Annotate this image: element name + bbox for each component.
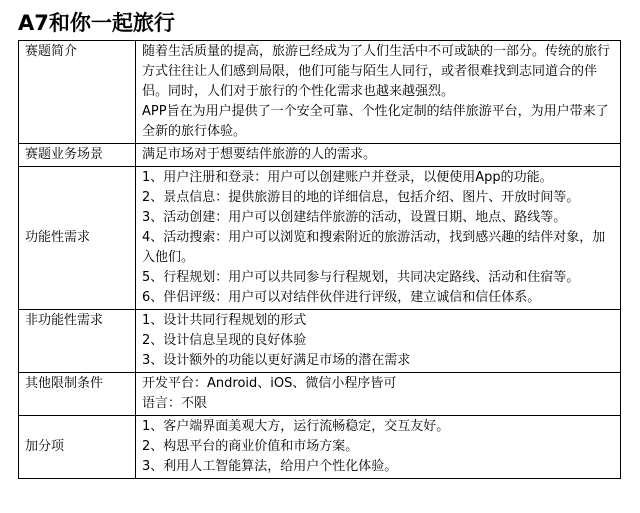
content-paragraph: APP旨在为用户提供了一个安全可靠、个性化定制的结伴旅游平台，为用户带来了全新的旅行体验。 [142, 104, 609, 139]
list-item: 4、活动搜索：用户可以浏览和搜索附近的旅游活动，找到感兴趣的结伴对象，加入他们。 [142, 230, 606, 265]
row-content [136, 144, 621, 167]
list-item: 3、利用人工智能算法，给用户个性化体验。 [142, 459, 398, 474]
table-row-bonus [19, 416, 621, 479]
list-item: 2、景点信息：提供旅游目的地的详细信息，包括介绍、图片、开放时间等。 [142, 190, 580, 205]
table-row-constraints [19, 373, 621, 416]
row-label: 赛题简介 [19, 41, 136, 144]
row-content [136, 373, 621, 416]
list-item: 2、设计信息呈现的良好体验 [142, 333, 307, 348]
row-content [136, 310, 621, 373]
list-item: 2、构思平台的商业价值和市场方案。 [142, 439, 359, 454]
table-row-scenario [19, 144, 621, 167]
table-row-functional [19, 167, 621, 310]
row-label: 其他限制条件 [19, 373, 136, 416]
content-line: 开发平台：Android、iOS、微信小程序皆可 [142, 376, 397, 391]
list-item: 6、伴侣评级：用户可以对结伴伙伴进行评级，建立诚信和信任体系。 [142, 290, 541, 305]
page-title: A7和你一起旅行 [18, 11, 175, 35]
row-label: 加分项 [19, 416, 136, 479]
list-item: 1、设计共同行程规划的形式 [142, 313, 307, 328]
content-paragraph: 满足市场对于想要结伴旅游的人的需求。 [142, 147, 377, 162]
list-item: 3、活动创建：用户可以创建结伴旅游的活动，设置日期、地点、路线等。 [142, 210, 567, 225]
row-label: 功能性需求 [19, 167, 136, 310]
table-row-intro [19, 41, 621, 144]
content-line: 语言：不限 [142, 396, 208, 411]
row-content [136, 416, 621, 479]
list-item: 3、设计额外的功能以更好满足市场的潜在需求 [142, 353, 411, 368]
list-item: 1、客户端界面美观大方，运行流畅稳定，交互友好。 [142, 419, 450, 434]
list-item: 1、用户注册和登录：用户可以创建账户并登录，以便使用App的功能。 [142, 170, 553, 185]
row-label: 非功能性需求 [19, 310, 136, 373]
row-content [136, 167, 621, 310]
row-content [136, 41, 621, 144]
table-row-nonfunctional [19, 310, 621, 373]
list-item: 5、行程规划：用户可以共同参与行程规划，共同决定路线、活动和住宿等。 [142, 270, 580, 285]
content-paragraph: 随着生活质量的提高，旅游已经成为了人们生活中不可或缺的一部分。传统的旅行方式往往让人们感到局限，他们可能与陌生人同行，或者很难找到志同道合的伴侣。同时，人们对于旅行的个性化需求也越来越强烈。 [142, 44, 611, 99]
row-label: 赛题业务场景 [19, 144, 136, 167]
spec-table [18, 40, 621, 479]
